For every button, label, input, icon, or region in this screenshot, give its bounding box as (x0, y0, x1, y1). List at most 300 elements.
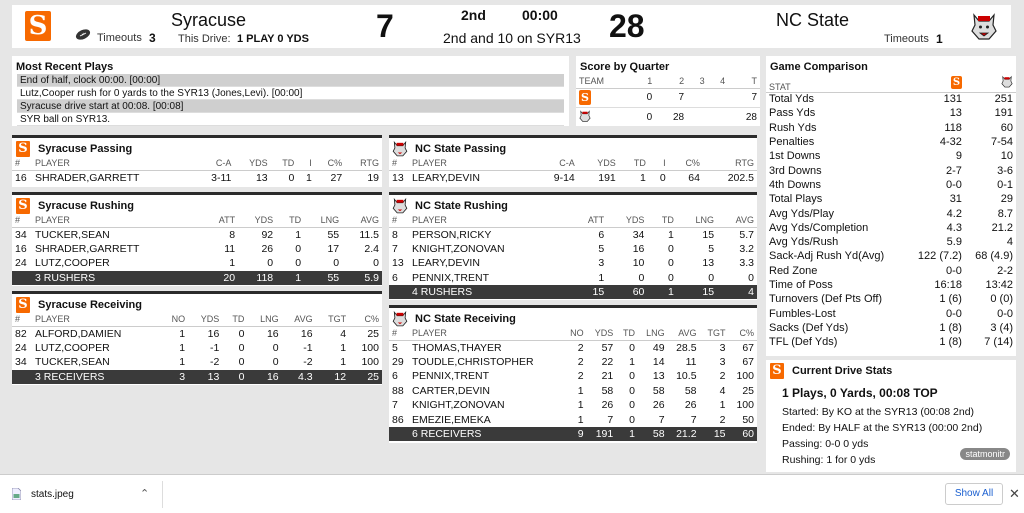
stat-label: TFL (Def Yds) (769, 336, 838, 349)
col-header: 4 (708, 74, 729, 88)
stat-value: 0-0 (946, 307, 962, 320)
cell: 1 (340, 356, 347, 369)
syracuse-logo: S (25, 11, 51, 41)
recent-plays-title: Most Recent Plays (16, 61, 114, 73)
statmonitr-logo: statmonitr (960, 448, 1010, 460)
cell: -2 (303, 356, 313, 369)
cell: 7 (392, 399, 398, 412)
stat-label: Rush Yds (769, 121, 817, 134)
stat-value: 0-1 (997, 178, 1013, 191)
cell: 0 (272, 356, 279, 369)
col-header: TD (271, 156, 298, 170)
away-timeouts: 1 (936, 32, 943, 46)
cell: LEARY,DEVIN (412, 257, 480, 270)
cell: 0 (638, 271, 645, 284)
cell: 15 (571, 285, 608, 299)
ncstate-wolf-icon (1001, 80, 1013, 90)
stat-value: 4-32 (939, 136, 962, 149)
stat-value: 16:18 (934, 279, 962, 291)
stat-value: 3-6 (997, 164, 1013, 177)
away-team-name: NC State (776, 10, 850, 30)
col-header: LNG (247, 312, 281, 326)
play-item: Lutz,Cooper rush for 0 yards to the SYR13 (Jones,Levi). [00:00] (17, 87, 564, 100)
col-header: STAT (766, 74, 907, 92)
play-item: SYR ball on SYR13. (17, 113, 564, 126)
cell: 13 (652, 370, 665, 383)
cell: 7 (751, 92, 757, 104)
cell: 7 (690, 413, 697, 426)
col-header: C% (349, 312, 382, 326)
col-header: TD (619, 156, 649, 170)
cell: TUCKER,SEAN (35, 228, 110, 241)
panel-title: NC State Passing (415, 143, 507, 155)
cell: 1 (668, 228, 674, 241)
close-icon[interactable]: ✕ (1009, 486, 1020, 501)
cell: 86 (392, 413, 404, 426)
col-header: C-A (196, 156, 235, 170)
panel-title: NC State Rushing (415, 200, 508, 212)
col-header: YDS (234, 156, 270, 170)
drive-passing: Passing: 0-0 0 yds (782, 438, 869, 450)
stat-value: 3 (4) (990, 321, 1013, 334)
cell: 16 (632, 242, 645, 255)
cell: 4 RUSHERS (409, 285, 571, 299)
download-filename: stats.jpeg (31, 489, 74, 500)
cell: 27 (330, 171, 343, 184)
recent-plays-list (12, 74, 569, 126)
cell: 28 (745, 111, 757, 123)
stat-value: 21.2 (991, 221, 1013, 234)
cell: 11 (685, 355, 697, 368)
cell: 1 (295, 228, 302, 241)
col-header: YDS (238, 213, 276, 227)
syracuse-logo: S (16, 141, 30, 157)
cell: 15 (677, 285, 717, 299)
col-header: TD (616, 326, 638, 340)
cell: 24 (15, 257, 27, 270)
cell: 58 (684, 384, 697, 397)
score-by-quarter-table (576, 74, 760, 126)
col-header: PLAYER (409, 156, 533, 170)
period: 2nd (461, 7, 486, 23)
show-all-label: Show All (954, 488, 994, 499)
table-row (389, 412, 757, 426)
cell: PENNIX,TRENT (412, 271, 490, 284)
cell: 7 (392, 242, 398, 255)
col-header: PLAYER (32, 312, 161, 326)
cell: 100 (361, 356, 379, 369)
cell: 11 (224, 242, 236, 255)
download-item[interactable] (12, 488, 152, 504)
stat-value: 251 (994, 93, 1013, 106)
cell: 0 (295, 257, 302, 270)
col-header: I (649, 156, 669, 170)
stat-label: Avg Yds/Completion (769, 221, 869, 234)
ncstate-passing-panel (389, 135, 757, 187)
ncstate-wolf-icon (392, 197, 408, 214)
cell: 55 (327, 228, 340, 241)
cell: 0 (373, 257, 379, 270)
cell: 6 RECEIVERS (409, 427, 563, 441)
cell: 1 (305, 171, 312, 184)
cell: 3.2 (739, 242, 754, 255)
table-row (766, 163, 1016, 177)
col-header: TGT (316, 312, 349, 326)
cell: 16 (247, 370, 281, 384)
stat-value: 122 (7.2) (917, 250, 962, 263)
col-header: # (389, 326, 409, 340)
stat-value: 4 (1006, 236, 1013, 249)
cell: 5.7 (739, 228, 754, 241)
stat-value: 31 (949, 193, 962, 206)
game-comparison-title: Game Comparison (770, 61, 868, 73)
home-timeouts: 3 (149, 31, 156, 45)
cell: KNIGHT,ZONOVAN (412, 242, 505, 255)
ncstate-wolf-icon (392, 310, 408, 327)
stat-value: 7 (14) (984, 336, 1013, 349)
stat-value: 1 (8) (939, 336, 962, 349)
cell: 15 (702, 228, 715, 241)
this-drive-value: 1 PLAY 0 YDS (237, 33, 309, 45)
stat-value: 5.9 (946, 236, 962, 249)
cell: 2 (719, 370, 726, 383)
table-row (389, 398, 757, 412)
syracuse-logo: S (16, 198, 30, 214)
score-by-quarter-panel (576, 56, 760, 126)
table-row (389, 340, 757, 354)
col-header: AVG (668, 326, 700, 340)
table-row (766, 149, 1016, 163)
cell: 17 (327, 242, 340, 255)
drive-rushing: Rushing: 1 for 0 yds (782, 454, 876, 466)
cell: 21.2 (668, 427, 700, 441)
cell: 67 (742, 341, 754, 354)
col-header: C% (315, 156, 345, 170)
col-header: RTG (703, 156, 757, 170)
chevron-up-icon[interactable]: ⌃ (140, 488, 150, 500)
cell: 10.5 (676, 370, 697, 383)
cell: 7 (607, 413, 614, 426)
cell: 24 (15, 341, 27, 354)
cell: 28 (672, 111, 685, 123)
cell: 13 (188, 370, 222, 384)
cell: 11.5 (359, 228, 379, 241)
stat-label: Avg Yds/Rush (769, 236, 839, 249)
cell: 0 (668, 257, 674, 270)
cell: 88 (392, 384, 404, 397)
cell: 82 (15, 327, 27, 340)
cell: 49 (652, 341, 665, 354)
panel-title: Syracuse Receiving (38, 299, 142, 311)
stat-value: 13:42 (985, 279, 1013, 291)
cell: 58 (601, 384, 614, 397)
drive-summary: 1 Plays, 0 Yards, 00:08 TOP (782, 386, 938, 400)
cell: 0 (272, 341, 279, 354)
cell: 0 (238, 356, 245, 369)
col-header: T (728, 74, 760, 88)
cell: 64 (688, 171, 700, 184)
cell: CARTER,DEVIN (412, 384, 490, 397)
download-bar (0, 474, 1024, 513)
cell: 0 (646, 92, 653, 104)
col-header: TD (222, 312, 247, 326)
cell: PERSON,RICKY (412, 228, 492, 241)
cell: 0 (222, 370, 247, 384)
cell: 10 (632, 257, 645, 270)
col-header: # (12, 213, 32, 227)
syracuse-logo: S (16, 297, 30, 313)
stat-label: Total Yds (769, 93, 815, 106)
total-row (389, 285, 757, 299)
table-row (766, 292, 1016, 306)
col-header: PLAYER (409, 213, 571, 227)
cell: 16 (300, 327, 313, 340)
cell: 5 (708, 242, 715, 255)
cell: 55 (304, 271, 342, 285)
cell: 26 (261, 242, 274, 255)
table-row (576, 88, 760, 107)
table-row (389, 242, 757, 256)
stat-value: 10 (1000, 150, 1013, 163)
stat-label: Red Zone (769, 264, 818, 277)
stat-label: Sack-Adj Rush Yd(Avg) (769, 250, 885, 263)
stat-value: 0-0 (997, 307, 1013, 320)
cell: 0 (295, 242, 302, 255)
table-row (766, 192, 1016, 206)
table-row (389, 369, 757, 383)
cell: -1 (303, 341, 313, 354)
col-header: YDS (587, 326, 617, 340)
cell: EMEZIE,EMEKA (412, 413, 491, 426)
col-header: # (389, 213, 409, 227)
syracuse-passing-panel (12, 135, 382, 187)
panel-title: NC State Receiving (415, 313, 516, 325)
cell: KNIGHT,ZONOVAN (412, 399, 505, 412)
cell: TOUDLE,CHRISTOPHER (412, 355, 534, 368)
cell: 13 (255, 171, 268, 184)
cell: 1 (598, 271, 605, 284)
cell: 26 (601, 399, 614, 412)
col-header: I (297, 156, 315, 170)
cell: 1 (229, 257, 236, 270)
cell: 25 (349, 370, 382, 384)
cell: 0 (333, 257, 340, 270)
show-all-button[interactable] (945, 483, 1003, 505)
syracuse-receiving-panel (12, 291, 382, 385)
cell: 15 (700, 427, 729, 441)
cell: 9 (563, 427, 587, 441)
panel-title: Syracuse Rushing (38, 200, 134, 212)
cell: 1 (276, 271, 304, 285)
stat-label: Penalties (769, 136, 815, 149)
cell: 3 RUSHERS (32, 271, 203, 285)
cell: 22 (601, 355, 614, 368)
stat-label: Total Plays (769, 193, 823, 206)
stat-value: 1 (8) (939, 321, 962, 334)
table-row (389, 256, 757, 270)
syracuse-logo: S (952, 77, 961, 89)
syracuse-rushing-table (12, 213, 382, 285)
cell: LUTZ,COOPER (35, 257, 110, 270)
stat-value: 118 (944, 121, 962, 134)
play-item: End of half, clock 00:00. [00:00] (17, 74, 564, 87)
col-header: TD (647, 213, 677, 227)
cell: 92 (261, 228, 274, 241)
cell: 50 (742, 413, 754, 426)
stat-value: 9 (955, 150, 962, 163)
syracuse-passing-table (12, 156, 382, 185)
cell: 3-11 (211, 171, 232, 184)
col-header: LNG (677, 213, 717, 227)
cell: 2.4 (364, 242, 379, 255)
stat-value: 60 (1000, 121, 1013, 134)
cell: 21 (601, 370, 614, 383)
col-header: # (12, 156, 32, 170)
away-timeouts-label: Timeouts (884, 33, 929, 45)
cell: 4 (719, 384, 726, 397)
cell: 202.5 (727, 171, 754, 184)
cell (687, 88, 708, 107)
cell: 1 (640, 171, 646, 184)
cell: 0 (267, 257, 274, 270)
ncstate-wolf-icon (579, 115, 591, 126)
cell: 5.9 (342, 271, 382, 285)
cell: 1 (340, 341, 347, 354)
cell: -1 (209, 341, 220, 354)
syracuse-rushing-panel (12, 192, 382, 286)
cell: 0 (629, 413, 635, 426)
cell: 2 (577, 370, 584, 383)
col-header: YDS (578, 156, 619, 170)
cell: 1 (577, 413, 584, 426)
col-header: LNG (304, 213, 342, 227)
cell: 14 (652, 355, 665, 368)
cell: SHRADER,GARRETT (35, 171, 140, 184)
stat-value: 1 (6) (939, 293, 962, 306)
cell: 7 (658, 413, 665, 426)
stat-value: 0-0 (946, 264, 962, 277)
home-timeouts-label: Timeouts (97, 32, 142, 44)
cell: 0 (668, 271, 674, 284)
cell: 0 (629, 384, 635, 397)
col-header: # (389, 156, 409, 170)
cell: 4 (717, 285, 757, 299)
cell: 16 (266, 327, 279, 340)
away-score: 28 (609, 8, 645, 44)
stat-value: 2-7 (946, 164, 962, 177)
cell: 0 (748, 271, 754, 284)
ncstate-receiving-table (389, 326, 757, 441)
cell (708, 107, 729, 126)
cell: 2 (719, 413, 726, 426)
col-header: RTG (345, 156, 382, 170)
table-row (389, 170, 757, 184)
table-row (766, 321, 1016, 335)
col-header: C% (669, 156, 703, 170)
cell: 5 (392, 341, 398, 354)
stat-value: 68 (4.9) (975, 250, 1013, 263)
cell: 3 (598, 257, 605, 270)
table-row (766, 335, 1016, 349)
cell: 1 (719, 399, 726, 412)
cell: LUTZ,COOPER (35, 341, 110, 354)
cell: 16 (15, 171, 27, 184)
cell: 100 (361, 341, 379, 354)
ncstate-rushing-table (389, 213, 757, 299)
cell: 6 (392, 271, 398, 284)
cell: 0 (646, 111, 653, 123)
col-header: YDS (607, 213, 647, 227)
game-clock: 00:00 (522, 7, 558, 23)
ncstate-rushing-panel (389, 192, 757, 300)
table-row (766, 249, 1016, 263)
cell: -2 (209, 356, 220, 369)
stat-value: 4.3 (946, 221, 962, 234)
home-score: 7 (376, 8, 394, 44)
stat-label: 1st Downs (769, 150, 821, 163)
table-row (12, 170, 382, 184)
cell: 1 (629, 355, 635, 368)
ncstate-passing-table (389, 156, 757, 185)
play-item: Syracuse drive start at 00:08. [00:08] (17, 100, 564, 113)
table-row (766, 106, 1016, 120)
table-row (389, 355, 757, 369)
cell: 26 (652, 399, 665, 412)
ncstate-wolf-icon (970, 11, 998, 41)
stat-label: Fumbles-Lost (769, 307, 836, 320)
cell: 8 (392, 228, 398, 241)
cell: 13 (702, 257, 715, 270)
scoreboard-header (12, 5, 1011, 48)
total-row (12, 370, 382, 384)
syracuse-logo: S (579, 90, 591, 105)
table-row (766, 306, 1016, 320)
cell: 0 (238, 341, 245, 354)
total-row (389, 427, 757, 441)
cell: 0 (708, 271, 715, 284)
col-header: 1 (634, 74, 656, 88)
cell: 5 (598, 242, 605, 255)
table-row (766, 178, 1016, 192)
stat-value: 131 (943, 93, 962, 106)
col-header: C-A (533, 156, 578, 170)
cell: 29 (392, 355, 404, 368)
cell: 57 (601, 341, 614, 354)
col-header: LNG (638, 326, 668, 340)
cell: 8 (229, 228, 236, 241)
table-row (576, 107, 760, 126)
panel-title: Current Drive Stats (792, 365, 893, 377)
table-row (766, 121, 1016, 135)
game-comparison-table (766, 74, 1016, 349)
cell: 100 (736, 370, 754, 383)
stat-label: Avg Yds/Play (769, 207, 835, 220)
stat-value: 2-2 (997, 264, 1013, 277)
cell: TUCKER,SEAN (35, 356, 110, 369)
cell: 67 (742, 355, 754, 368)
cell: 1 (616, 427, 638, 441)
cell: PENNIX,TRENT (412, 370, 490, 383)
col-header: 2 (655, 74, 687, 88)
cell: 1 (647, 285, 677, 299)
stat-value: 29 (1000, 193, 1013, 206)
stat-label: 3rd Downs (769, 164, 822, 177)
drive-started: Started: By KO at the SYR13 (00:08 2nd) (782, 406, 975, 418)
cell: 6 (392, 370, 398, 383)
football-icon (75, 29, 91, 40)
cell: 58 (652, 384, 665, 397)
cell: 3 RECEIVERS (32, 370, 161, 384)
